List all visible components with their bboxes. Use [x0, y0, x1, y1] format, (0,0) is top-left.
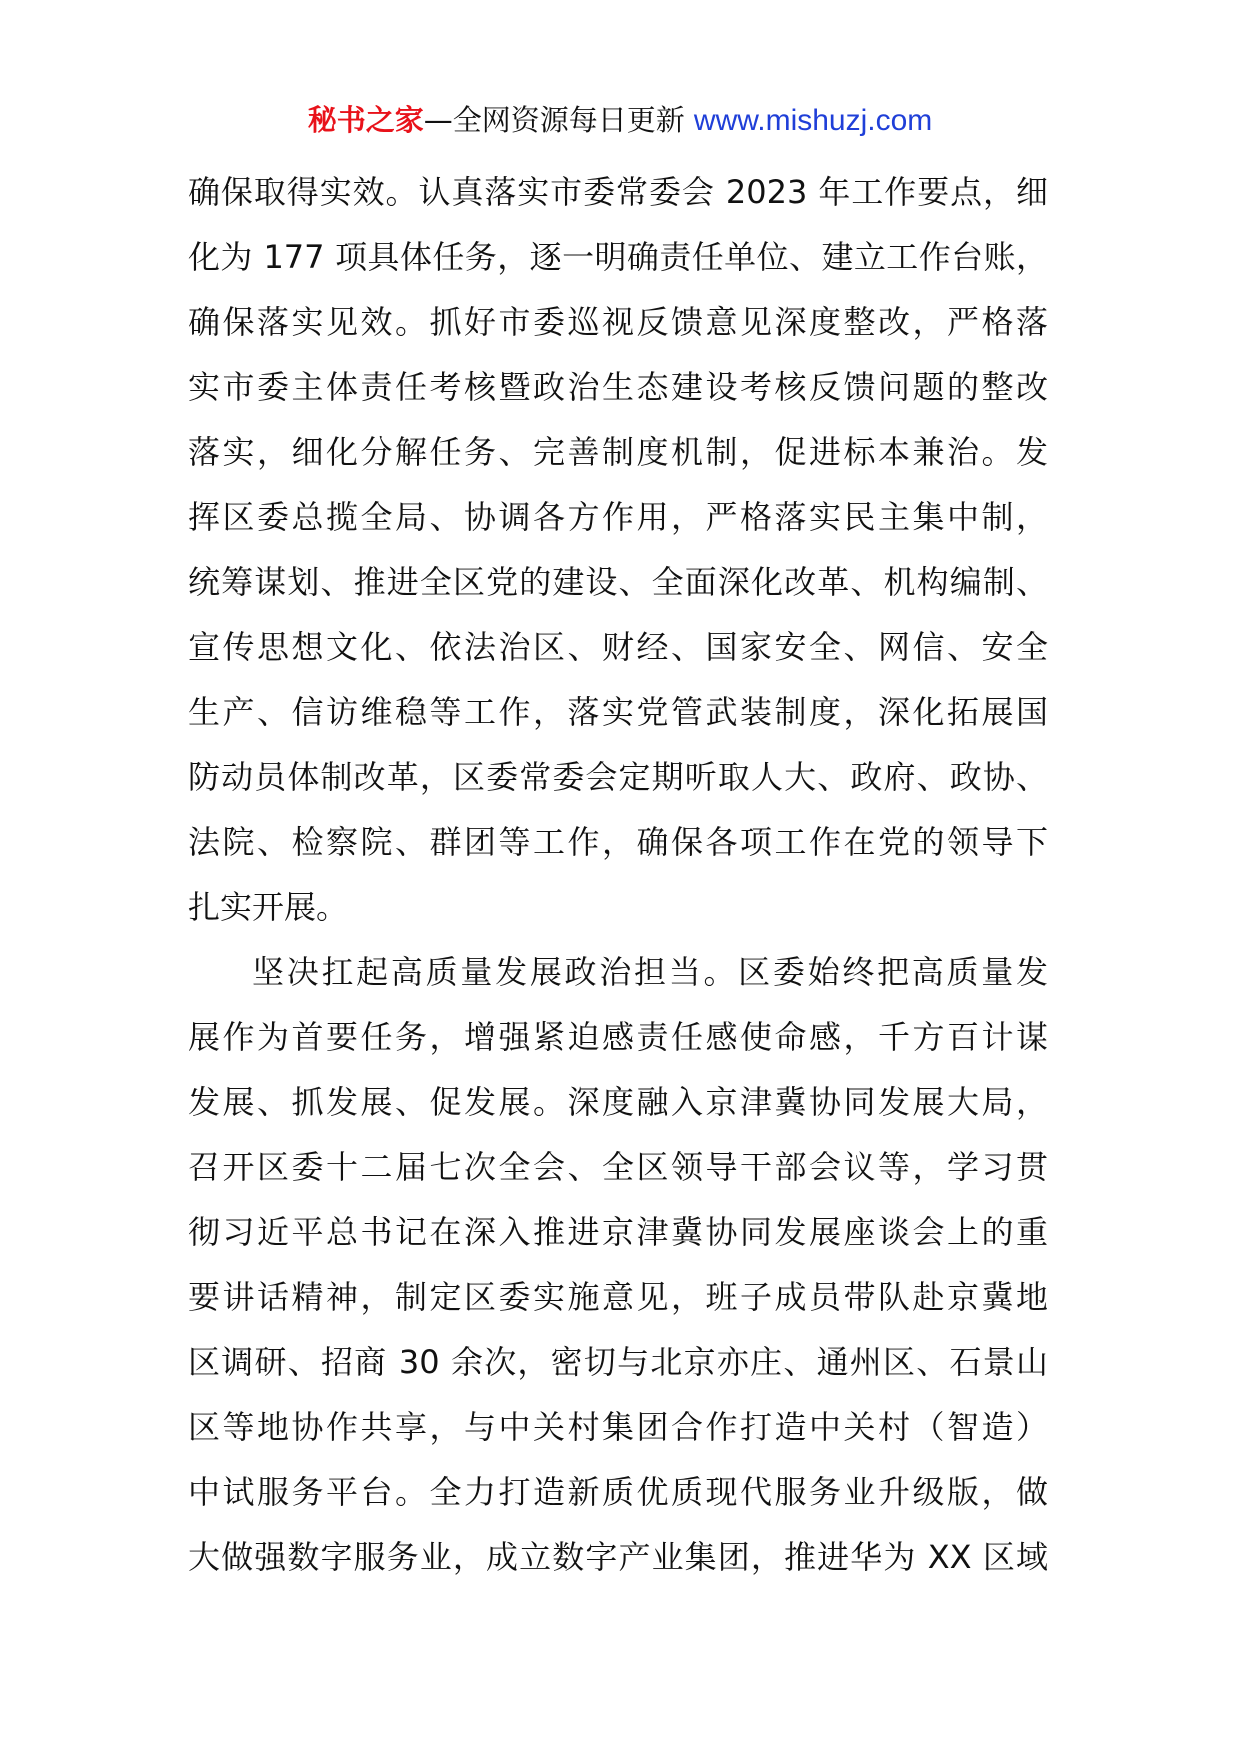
text-line: 区调研、招商 30 余次，密切与北京亦庄、通州区、石景山 — [188, 1343, 1048, 1381]
text-line: 化为 177 项具体任务，逐一明确责任单位、建立工作台账， — [188, 238, 1048, 276]
text-line: 确保落实见效。抓好市委巡视反馈意见深度整改，严格落 — [188, 303, 1048, 341]
text-line: 彻习近平总书记在深入推进京津冀协同发展座谈会上的重 — [188, 1213, 1048, 1251]
text-line: 确保取得实效。认真落实市委常委会 2023 年工作要点，细 — [188, 173, 1048, 211]
text-line: 挥区委总揽全局、协调各方作用，严格落实民主集中制， — [188, 498, 1048, 536]
text-line: 生产、信访维稳等工作，落实党管武装制度，深化拓展国 — [188, 693, 1048, 731]
site-url-link[interactable]: www.mishuzj.com — [693, 104, 933, 137]
text-line: 召开区委十二届七次全会、全区领导干部会议等，学习贯 — [188, 1148, 1048, 1186]
text-line: 宣传思想文化、依法治区、财经、国家安全、网信、安全 — [188, 628, 1048, 666]
text-line: 展作为首要任务，增强紧迫感责任感使命感，千方百计谋 — [188, 1018, 1048, 1056]
text-line: 中试服务平台。全力打造新质优质现代服务业升级版，做 — [188, 1473, 1048, 1511]
text-line: 扎实开展。 — [188, 888, 349, 926]
text-line: 要讲话精神，制定区委实施意见，班子成员带队赴京冀地 — [188, 1278, 1048, 1316]
text-line: 统筹谋划、推进全区党的建设、全面深化改革、机构编制、 — [188, 563, 1048, 601]
site-header — [0, 100, 1240, 141]
text-line: 发展、抓发展、促发展。深度融入京津冀协同发展大局， — [188, 1083, 1048, 1121]
text-line: 防动员体制改革，区委常委会定期听取人大、政府、政协、 — [188, 758, 1048, 796]
paragraph-1 — [188, 160, 1048, 940]
site-brand: 秘书之家 — [307, 103, 424, 137]
site-tagline: —全网资源每日更新 — [423, 103, 694, 137]
text-line: 区等地协作共享，与中关村集团合作打造中关村（智造） — [188, 1408, 1048, 1446]
text-line: 法院、检察院、群团等工作，确保各项工作在党的领导下 — [188, 823, 1048, 861]
paragraph-2 — [188, 940, 1048, 1590]
text-line: 坚决扛起高质量发展政治担当。区委始终把高质量发 — [252, 953, 1048, 991]
document-body — [188, 160, 1048, 1590]
text-line: 实市委主体责任考核暨政治生态建设考核反馈问题的整改 — [188, 368, 1048, 406]
text-line: 落实，细化分解任务、完善制度机制，促进标本兼治。发 — [188, 433, 1048, 471]
text-line: 大做强数字服务业，成立数字产业集团，推进华为 XX 区域 — [188, 1538, 1048, 1576]
